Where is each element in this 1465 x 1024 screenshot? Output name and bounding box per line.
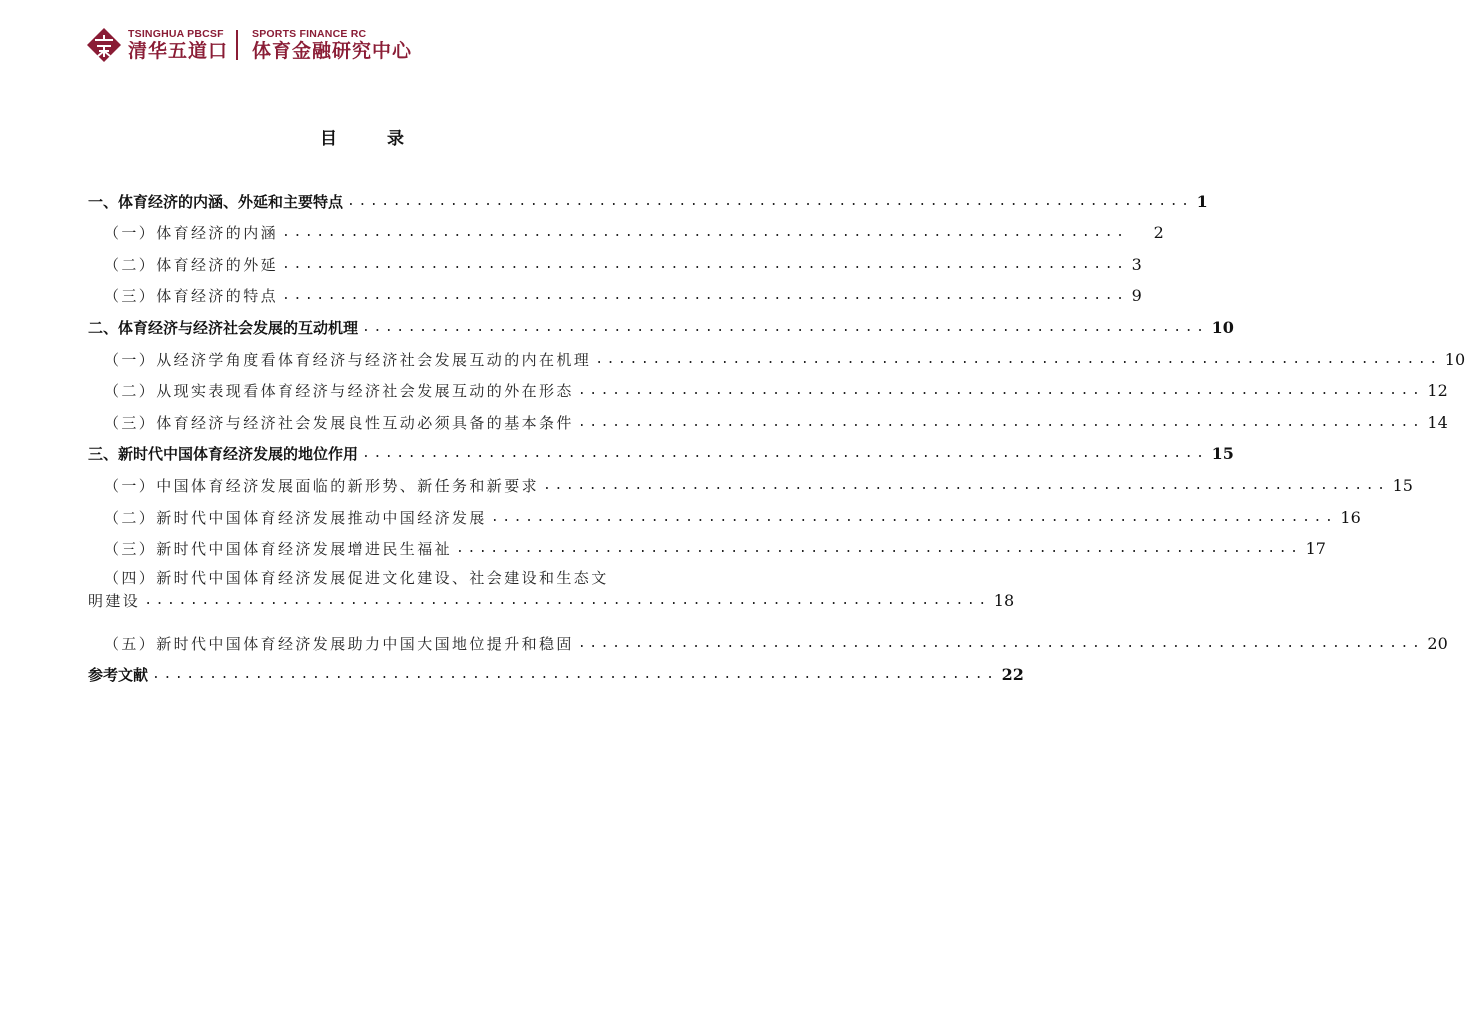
brand-right bbox=[252, 28, 412, 62]
brand-cn-left: 清华五道口 bbox=[128, 40, 229, 62]
toc-entry-page: 9 bbox=[1131, 286, 1142, 306]
toc-entry-section-3-5[interactable] bbox=[88, 622, 1448, 654]
toc-entry-text: （三）体育经济与经济社会发展良性互动必须具备的基本条件 bbox=[104, 413, 574, 432]
toc-entry-text-line2: 明建设 bbox=[88, 592, 141, 611]
toc-entry-text: 一、体育经济的内涵、外延和主要特点 bbox=[88, 192, 344, 211]
toc-entry-page: 2 bbox=[1153, 223, 1164, 243]
toc-entry-text: （一）中国体育经济发展面临的新形势、新任务和新要求 bbox=[104, 476, 540, 495]
brand-en-left: TSINGHUA PBCSF bbox=[128, 28, 224, 40]
toc-entry-page: 10 bbox=[1211, 317, 1234, 337]
toc-entry-section-3-2[interactable] bbox=[88, 496, 1361, 528]
toc-leader-dots: .......................................................................... bbox=[577, 635, 1424, 651]
toc-entry-text: （二）从现实表现看体育经济与经济社会发展互动的外在形态 bbox=[104, 382, 574, 401]
brand-left bbox=[128, 28, 228, 62]
toc-entry-text: （二）体育经济的外延 bbox=[104, 255, 279, 274]
toc-entry-page: 15 bbox=[1211, 444, 1234, 464]
toc-entry-chapter-1[interactable] bbox=[88, 180, 1208, 212]
toc-entry-references[interactable] bbox=[88, 654, 1024, 686]
toc-entry-page: 16 bbox=[1340, 507, 1361, 527]
toc-entry-page: 12 bbox=[1427, 381, 1448, 401]
toc-entry-text: （一）体育经济的内涵 bbox=[104, 224, 279, 243]
toc-entry-chapter-3[interactable] bbox=[88, 433, 1234, 465]
brand-cn-right: 体育金融研究中心 bbox=[252, 40, 413, 62]
tsinghua-pbcsf-logo-icon bbox=[86, 27, 122, 63]
toc-entry-page: 17 bbox=[1305, 539, 1326, 559]
toc-leader-dots: .......................................................................... bbox=[347, 193, 1193, 209]
toc-entry-text: 参考文献 bbox=[88, 666, 149, 685]
toc-leader-dots: .......................................................................... bbox=[577, 383, 1424, 399]
toc-leader-dots: .......................................................................... bbox=[577, 414, 1424, 430]
toc-leader-dots: .......................................................................... bbox=[144, 593, 990, 609]
toc-entry-chapter-2[interactable] bbox=[88, 306, 1234, 338]
toc-entry-page: 1 bbox=[1196, 191, 1208, 211]
toc-entry-text: （三）体育经济的特点 bbox=[104, 287, 279, 306]
toc-entry-text: （三）新时代中国体育经济发展增进民生福祉 bbox=[104, 540, 453, 559]
toc-entry-text: （一）从经济学角度看体育经济与经济社会发展互动的内在机理 bbox=[104, 350, 592, 369]
toc-entry-section-3-1[interactable] bbox=[88, 464, 1413, 496]
toc-entry-section-1-1[interactable] bbox=[88, 212, 1164, 244]
toc-entry-text: 三、新时代中国体育经济发展的地位作用 bbox=[88, 445, 359, 464]
toc-leader-dots: .......................................................................... bbox=[490, 509, 1337, 525]
toc-leader-dots: .......................................................................... bbox=[362, 319, 1208, 335]
toc-leader-dots: .......................................................................... bbox=[362, 446, 1208, 462]
brand-en-right: SPORTS FINANCE RC bbox=[252, 28, 367, 40]
toc-entry-section-2-2[interactable] bbox=[88, 370, 1448, 402]
toc-entry-line2 bbox=[88, 590, 1015, 612]
toc-entry-section-3-4[interactable] bbox=[88, 559, 1015, 622]
toc-entry-section-2-1[interactable] bbox=[88, 338, 1465, 370]
toc-entry-page: 3 bbox=[1131, 254, 1142, 274]
toc-leader-dots: .......................................................................... bbox=[543, 477, 1389, 493]
toc-entry-section-3-3[interactable] bbox=[88, 528, 1326, 560]
toc-entry-section-2-3[interactable] bbox=[88, 401, 1448, 433]
toc-entry-text: （五）新时代中国体育经济发展助力中国大国地位提升和稳固 bbox=[104, 634, 574, 653]
toc-entry-page: 20 bbox=[1427, 633, 1448, 653]
toc-entry-page: 18 bbox=[993, 591, 1015, 611]
toc-leader-dots: .......................................................................... bbox=[282, 256, 1128, 272]
table-of-contents bbox=[88, 180, 1465, 685]
toc-entry-text: 二、体育经济与经济社会发展的互动机理 bbox=[88, 318, 359, 337]
toc-leader-dots: .......................................................................... bbox=[595, 351, 1441, 367]
toc-entry-section-1-2[interactable] bbox=[88, 243, 1142, 275]
toc-leader-dots: .......................................................................... bbox=[282, 288, 1128, 304]
toc-leader-dots: .......................................................................... bbox=[456, 541, 1302, 557]
toc-leader-dots: .......................................................................... bbox=[152, 667, 998, 683]
toc-entry-text: （二）新时代中国体育经济发展推动中国经济发展 bbox=[104, 508, 487, 527]
toc-entry-page: 14 bbox=[1427, 412, 1448, 432]
toc-leader-dots: .......................................................................... bbox=[282, 225, 1128, 241]
brand-divider bbox=[236, 30, 238, 60]
page-header bbox=[86, 26, 412, 64]
toc-entry-page: 15 bbox=[1392, 475, 1413, 495]
toc-entry-section-1-3[interactable] bbox=[88, 275, 1142, 307]
toc-entry-page: 22 bbox=[1001, 665, 1024, 685]
toc-title: 目 录 bbox=[320, 129, 426, 149]
toc-entry-page: 10 bbox=[1444, 349, 1465, 369]
toc-entry-text-line1: （四）新时代中国体育经济发展促进文化建设、社会建设和生态文 bbox=[104, 569, 609, 588]
